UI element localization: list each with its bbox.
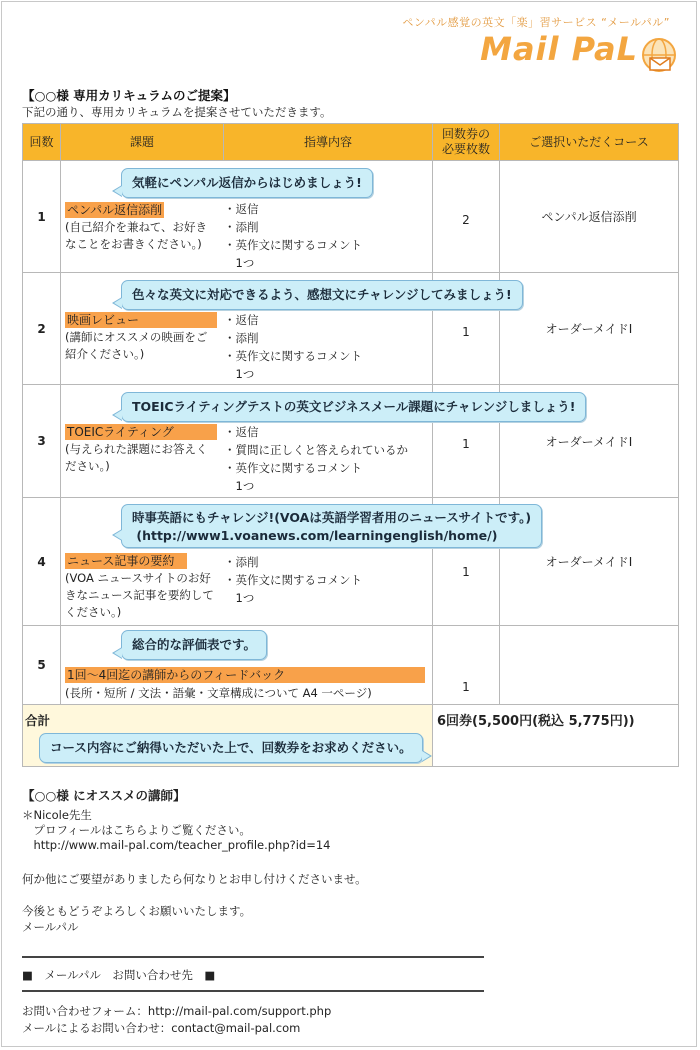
table-row bbox=[23, 626, 679, 705]
total-label-cell bbox=[23, 705, 433, 767]
header-count-line1: 回数券の bbox=[441, 127, 490, 141]
task-label: TOEICライティング bbox=[65, 424, 217, 440]
task-description bbox=[65, 441, 208, 475]
row-bubble bbox=[121, 392, 586, 422]
header-count bbox=[433, 124, 500, 161]
task-label: 1回～4回迄の講師からのフィードバック bbox=[65, 667, 425, 683]
curriculum-table bbox=[22, 123, 679, 767]
bubble-tail bbox=[112, 185, 122, 197]
guide-item: ・英作文に関するコメント bbox=[224, 573, 362, 587]
ticket-count-value: 1 bbox=[462, 680, 470, 694]
guide-item: 1つ bbox=[224, 591, 255, 605]
course-value: オーダーメイドⅠ bbox=[545, 322, 633, 336]
row-bubble bbox=[121, 168, 373, 198]
task-desc-line: ください。) bbox=[65, 605, 122, 619]
guide-item: ・英作文に関するコメント bbox=[224, 349, 362, 363]
row-number: 1 bbox=[23, 161, 61, 273]
guide-item: ・返信 bbox=[224, 202, 259, 216]
row-bubble bbox=[121, 630, 267, 660]
task-desc-line: ださい。) bbox=[65, 459, 110, 473]
total-value: 6回券(5,500円(税込 5,775円)) bbox=[437, 714, 635, 729]
total-bubble bbox=[39, 733, 423, 763]
closing-sign: メールパル bbox=[22, 920, 79, 934]
guide-item: ・英作文に関するコメント bbox=[224, 461, 362, 475]
guide-item: 1つ bbox=[224, 479, 255, 493]
bubble-text: 総合的な評価表です。 bbox=[132, 637, 257, 652]
table-row bbox=[23, 385, 679, 498]
row-bubble bbox=[121, 280, 523, 310]
header-guide: 指導内容 bbox=[224, 124, 433, 161]
guide-item: ・返信 bbox=[224, 425, 259, 439]
bubble-tail bbox=[112, 297, 122, 309]
row-number: 4 bbox=[23, 498, 61, 626]
bubble-text: 気軽にペンパル返信からはじめましょう! bbox=[132, 175, 362, 190]
row-number: 2 bbox=[23, 273, 61, 385]
bubble-text: コース内容にご納得いただいた上で、回数券をお求めください。 bbox=[50, 740, 412, 755]
closing-request: 何か他にご要望がありましたら何なりとお申し付けくださいませ。 bbox=[22, 872, 367, 886]
bubble-text: TOEICライティングテストの英文ビジネスメール課題にチャレンジしましょう! bbox=[132, 399, 576, 414]
guide-item: 1つ bbox=[224, 367, 255, 381]
teacher-profile-note: プロフィールはこちらよりご覧ください。 bbox=[22, 823, 251, 837]
header-course: ご選択いただくコース bbox=[500, 124, 679, 161]
guide-item: ・添削 bbox=[224, 220, 259, 234]
task-label: ニュース記事の要約 bbox=[65, 553, 187, 569]
guide-list bbox=[224, 311, 362, 383]
divider-top bbox=[22, 956, 484, 958]
table-row bbox=[23, 161, 679, 273]
closing-regards: 今後ともどうぞよろしくお願いいたします。 bbox=[22, 904, 252, 918]
guide-item: ・返信 bbox=[224, 313, 259, 327]
course-cell bbox=[500, 161, 679, 273]
task-label: ペンパル返信添削 bbox=[67, 203, 163, 217]
teacher-name: ＊Nicole先生 bbox=[22, 808, 92, 822]
guide-list bbox=[224, 200, 362, 272]
row-bubble bbox=[121, 504, 542, 548]
proposal-heading: 【○○様 専用カリキュラムのご提案】 bbox=[22, 88, 236, 103]
globe-envelope-icon bbox=[640, 36, 678, 74]
teacher-heading: 【○○様 にオススメの講師】 bbox=[22, 788, 186, 803]
contact-form[interactable]: お問い合わせフォーム：http://mail-pal.com/support.php bbox=[22, 1004, 332, 1018]
task-desc-line: (講師にオススメの映画をご bbox=[65, 330, 208, 344]
task-description bbox=[65, 329, 207, 363]
guide-list bbox=[224, 423, 408, 495]
bubble-text: 色々な英文に対応できるよう、感想文にチャレンジしてみましょう! bbox=[132, 287, 512, 302]
ticket-count bbox=[433, 161, 500, 273]
guide-item: ・添削 bbox=[224, 555, 259, 569]
ticket-count-value: 1 bbox=[462, 324, 470, 339]
row-number: 3 bbox=[23, 385, 61, 498]
total-row bbox=[23, 705, 679, 767]
total-label: 合計 bbox=[25, 713, 51, 728]
row-content bbox=[61, 385, 576, 498]
logo-tagline: ペンパル感覚の英文「楽」習サービス “メールパル” bbox=[402, 16, 670, 29]
table-row bbox=[23, 273, 679, 385]
guide-list bbox=[224, 553, 362, 607]
course-value: オーダーメイドⅠ bbox=[545, 434, 633, 449]
guide-item: ・英作文に関するコメント bbox=[224, 238, 362, 252]
task-desc-line: きなニュース記事を要約して bbox=[65, 588, 214, 602]
guide-item: 1つ bbox=[224, 256, 255, 270]
row-content bbox=[61, 161, 433, 273]
contact-mail[interactable]: メールによるお問い合わせ：contact@mail-pal.com bbox=[22, 1021, 301, 1035]
ticket-count bbox=[433, 626, 500, 705]
bubble-text: (http://www1.voanews.com/learningenglish/home/) bbox=[136, 528, 498, 543]
ticket-count-value: 2 bbox=[462, 212, 470, 227]
row-content bbox=[61, 498, 532, 626]
logo-text: Mail PaL bbox=[480, 30, 638, 68]
task-description: (長所・短所 / 文法・語彙・文章構成について A4 一ページ) bbox=[65, 686, 372, 700]
task-desc-line: 紹介ください。) bbox=[65, 347, 145, 361]
row-content bbox=[61, 273, 512, 385]
bubble-text: 時事英語にもチャレンジ!(VOAは英語学習者用のニュースサイトです。) bbox=[132, 510, 532, 525]
contact-title: ■ メールパル お問い合わせ先 ■ bbox=[22, 968, 216, 982]
bubble-tail bbox=[422, 750, 432, 762]
guide-item: ・添削 bbox=[224, 331, 259, 345]
table-header-row bbox=[23, 124, 679, 161]
guide-item: ・質問に正しくと答えられているか bbox=[224, 443, 408, 457]
task-desc-line: なことをお書きください。) bbox=[65, 237, 202, 251]
task-desc-line: (自己紹介を兼ねて、お好き bbox=[65, 220, 207, 234]
course-value: ペンパル返信添削 bbox=[541, 210, 637, 224]
divider-bottom bbox=[22, 990, 484, 992]
course-cell bbox=[500, 273, 679, 385]
ticket-count-value: 1 bbox=[462, 564, 470, 579]
course-cell bbox=[500, 626, 679, 705]
teacher-profile-link[interactable]: http://www.mail-pal.com/teacher_profile.php?id=14 bbox=[22, 838, 331, 852]
bubble-tail bbox=[112, 529, 122, 541]
header-count-line2: 必要枚数 bbox=[441, 142, 490, 156]
header-task: 課題 bbox=[61, 124, 224, 161]
course-value: オーダーメイドⅠ bbox=[545, 555, 633, 569]
task-description bbox=[65, 570, 214, 621]
task-label: 映画レビュー bbox=[65, 312, 217, 328]
bubble-tail bbox=[112, 647, 122, 659]
ticket-count-value: 1 bbox=[462, 437, 470, 451]
task-desc-line: (与えられた課題にお答えく bbox=[65, 442, 208, 456]
bubble-tail bbox=[112, 409, 122, 421]
row-content bbox=[61, 626, 433, 705]
row-number: 5 bbox=[23, 626, 61, 705]
proposal-intro: 下記の通り、専用カリキュラムを提案させていただきます。 bbox=[22, 105, 332, 119]
total-value-cell bbox=[433, 705, 679, 767]
table-row bbox=[23, 498, 679, 626]
header-num: 回数 bbox=[23, 124, 61, 161]
task-desc-line: (VOA ニュースサイトのお好 bbox=[65, 571, 211, 585]
task-description bbox=[65, 219, 207, 253]
